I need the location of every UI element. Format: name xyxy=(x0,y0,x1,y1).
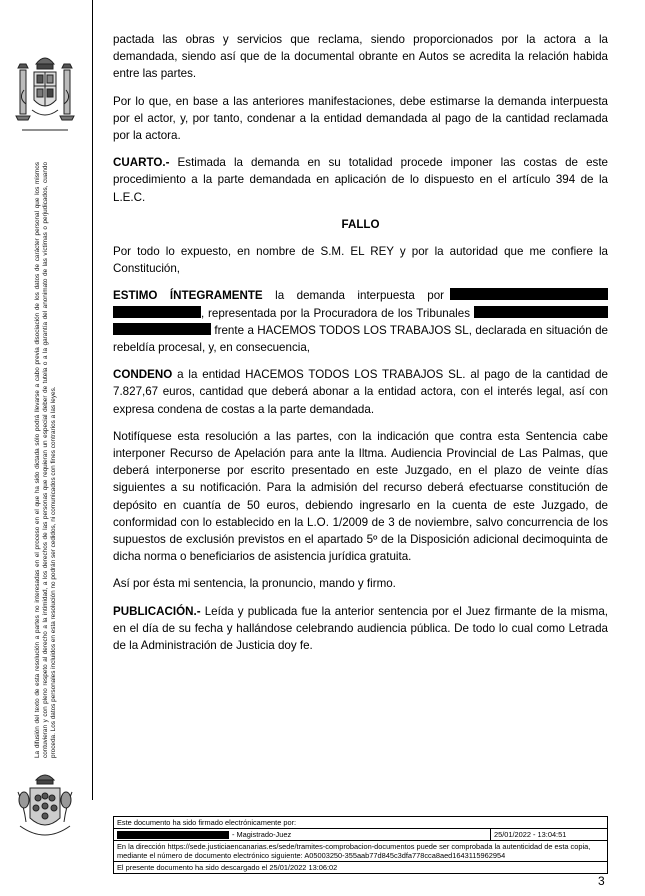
signature-signer-row xyxy=(114,829,607,841)
redaction-plaintiff-name xyxy=(450,288,608,300)
coat-of-arms-spain-icon xyxy=(14,50,76,145)
paragraph-publicacion xyxy=(113,603,608,655)
redaction-judge-name xyxy=(117,831,229,839)
signer-role: - Magistrado-Juez xyxy=(232,830,292,839)
redaction-procurator-name xyxy=(474,306,608,318)
paragraph-cuarto xyxy=(113,154,608,206)
signature-header: Este documento ha sido firmado electrónicamente por: xyxy=(114,817,607,829)
paragraph-8: Así por ésta mi sentencia, la pronuncio, mando y firmo. xyxy=(113,577,396,591)
document-body xyxy=(113,31,608,664)
estimo-text-c: frente a HACEMOS TODOS LOS TRABAJOS SL, declarada en situación de rebeldía procesal, y, en consecuencia, xyxy=(113,323,608,355)
estimo-text-a: la demanda interpuesta por xyxy=(262,289,445,303)
estimo-text-b: , representada por la Procuradora de los Tribunales xyxy=(201,306,470,320)
condeno-text: a la entidad HACEMOS TODOS LOS TRABAJOS SL. al pago de la cantidad de 7.827,67 euros, cantidad que deberá abonar a la entidad actora, con el interés legal, así con expresa condena de costas a la parte demandada. xyxy=(113,368,608,416)
paragraph-4: Por todo lo expuesto, en nombre de S.M. EL REY y por la autoridad que me confiere la Constitución, xyxy=(113,245,608,276)
signature-datetime: 25/01/2022 - 13:04:51 xyxy=(494,830,567,839)
paragraph-estimo xyxy=(113,287,608,356)
estimo-heading: ESTIMO ÍNTEGRAMENTE xyxy=(113,289,263,303)
side-note-container xyxy=(22,160,70,760)
condeno-heading: CONDENO xyxy=(113,368,173,382)
privacy-side-note: La difusión del texto de esta resolución a partes no interesadas en el proceso en el que ha sido dictada sólo podrá llevarse a cabo previa disociación de los datos de carácter personal que los mismos contuvieran y con pleno respeto al derecho a la intimidad, a los derechos de las personas que requieran un especial deber de tutela o a la garantía del anonimato de las víctimas o perjudicados, cuando proceda. Los datos personales incluidos en esta resolución no podrán ser cedidos, ni comunicados con fines contrarios a las leyes. xyxy=(34,162,57,758)
page-number: 3 xyxy=(598,874,605,888)
margin-divider xyxy=(92,0,93,800)
publicacion-heading: PUBLICACIÓN.- xyxy=(113,604,201,618)
paragraph-7: Notifíquese esta resolución a las partes, con la indicación que contra esta Sentencia cabe interponer Recurso de Apelación para ante la Iltma. Audiencia Provincial de Las Palmas, que deberá interponerse por escrito presentado en este Juzgado, en el plazo de veinte días siguientes a su notificación. Para la admisión del recurso deberá efectuarse constitución de depósito en cuantía de 50 euros, debiendo ingresarlo en la cuenta de este Juzgado, de conformidad con lo establecido en la L.O. 1/2009 de 3 de noviembre, salvo concurrencia de los supuestos de exclusión previstos en el apartado 5º de la Disposición adicional decimoquinta de dicha norma o beneficiarios de asistencia jurídica gratuita. xyxy=(113,429,608,564)
cuarto-text: Estimada la demanda en su totalidad procede imponer las costas de este procedimiento a la parte demandada en aplicación de lo dispuesto en el artículo 394 de la L.E.C. xyxy=(113,156,608,204)
download-note: El presente documento ha sido descargado el 25/01/2022 13:06:02 xyxy=(117,863,338,872)
paragraph-1: pactada las obras y servicios que reclama, siendo proporcionados por la actora a la demandada, siendo así que de la documental obrante en Autos se acredita la relación habida entre las partes. xyxy=(113,33,608,81)
verification-text: En la dirección https://sede.justiciaencanarias.es/sede/tramites-comprobacion-documentos puede ser comprobada la autenticidad de esta copia, mediante el número de documento electrónico siguiente: A05003250-355aab77d845c3dfa778cca8aed1643115962954 xyxy=(114,841,607,862)
cuarto-heading: CUARTO.- xyxy=(113,156,170,170)
paragraph-2: Por lo que, en base a las anteriores manifestaciones, debe estimarse la demanda interpuesta por el actor, y, por tanto, condenar a la entidad demandada al pago de la cantidad reclamada por la actora. xyxy=(113,94,608,143)
signature-box xyxy=(113,816,608,874)
redaction-procurator-name-cont xyxy=(113,323,211,335)
paragraph-condeno xyxy=(113,366,608,418)
publicacion-text: Leída y publicada fue la anterior sentencia por el Juez firmante de la misma, en el día de su fecha y hallándose celebrando audiencia pública. De todo lo cual como Letrada de la Administración de Justicia doy fe. xyxy=(113,604,608,653)
redaction-plaintiff-name-cont xyxy=(113,306,201,318)
fallo-heading: FALLO xyxy=(341,217,380,231)
coat-of-arms-canarias-icon xyxy=(14,770,76,852)
